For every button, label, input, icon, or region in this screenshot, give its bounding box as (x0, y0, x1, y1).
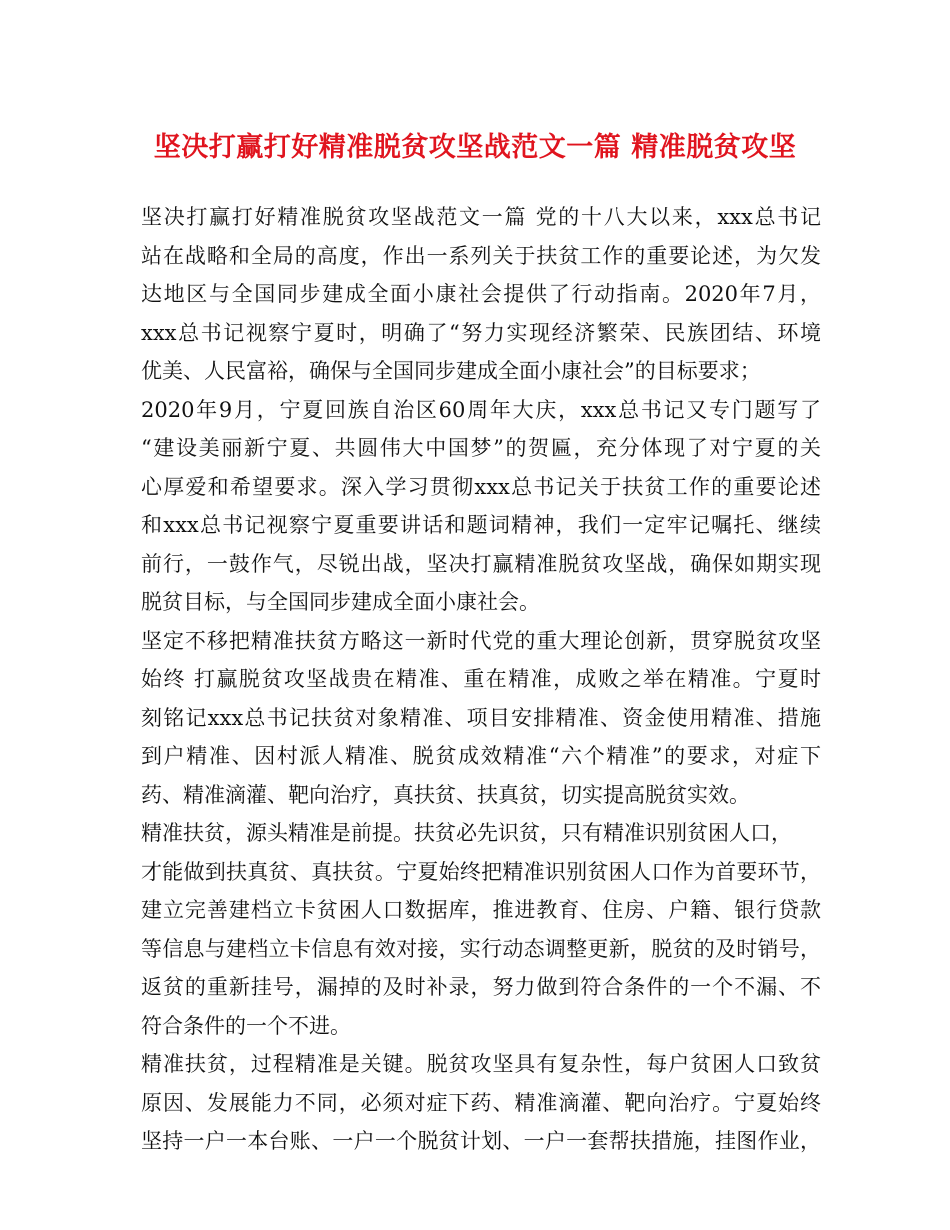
body-line: “建设美丽新宁夏、共圆伟大中国梦”的贺匾，充分体现了对宁夏的关 (141, 436, 821, 460)
body-line: 等信息与建档立卡信息有效对接，实行动态调整更新，脱贫的及时销号， (141, 936, 821, 961)
body-line: 心厚爱和希望要求。深入学习贯彻xxx总书记关于扶贫工作的重要论述 (141, 474, 821, 499)
body-line: 始终 打赢脱贫攻坚战贵在精准、重在精准，成败之举在精准。宁夏时 (141, 667, 821, 691)
body-line: 优美、人民富裕，确保与全国同步建成全面小康社会”的目标要求； (141, 359, 761, 383)
body-line: 达地区与全国同步建成全面小康社会提供了行动指南。2020年7月， (141, 282, 821, 306)
body-line: 脱贫目标，与全国同步建成全面小康社会。 (141, 590, 540, 614)
body-line: xxx总书记视察宁夏时，明确了“努力实现经济繁荣、民族团结、环境 (141, 320, 821, 345)
body-line: 坚定不移把精准扶贫方略这一新时代党的重大理论创新，贯穿脱贫攻坚 (141, 628, 821, 653)
body-line: 符合条件的一个不进。 (141, 1013, 351, 1038)
body-line: 坚决打赢打好精准脱贫攻坚战范文一篇 党的十八大以来，xxx总书记 (141, 205, 821, 229)
document-body (141, 198, 821, 1161)
body-line: 返贫的重新挂号，漏掉的及时补录，努力做到符合条件的一个不漏、不 (141, 975, 821, 999)
body-line: 精准扶贫，过程精准是关键。脱贫攻坚具有复杂性，每户贫困人口致贫 (141, 1052, 821, 1076)
body-line: 精准扶贫，源头精准是前提。扶贫必先识贫，只有精准识别贫困人口， (141, 821, 792, 845)
body-line: 2020年9月，宁夏回族自治区60周年大庆，xxx总书记又专门题写了 (141, 397, 821, 422)
body-line: 刻铭记xxx总书记扶贫对象精准、项目安排精准、资金使用精准、措施 (141, 705, 821, 730)
body-line: 和xxx总书记视察宁夏重要讲话和题词精神，我们一定牢记嘱托、继续 (141, 513, 821, 537)
body-line: 坚持一户一本台账、一户一个脱贫计划、一户一套帮扶措施，挂图作业， (141, 1129, 821, 1153)
body-line: 药、精准滴灌、靶向治疗，真扶贫、扶真贫，切实提高脱贫实效。 (141, 782, 750, 807)
body-line: 站在战略和全局的高度，作出一系列关于扶贫工作的重要论述，为欠发 (141, 243, 821, 268)
body-line: 前行，一鼓作气，尽锐出战，坚决打赢精准脱贫攻坚战，确保如期实现 (141, 551, 821, 576)
body-line: 原因、发展能力不同，必须对症下药、精准滴灌、靶向治疗。宁夏始终 (141, 1090, 821, 1115)
document-title: 坚决打赢打好精准脱贫攻坚战范文一篇 精准脱贫攻坚 (153, 132, 797, 163)
body-line: 建立完善建档立卡贫困人口数据库，推进教育、住房、户籍、银行贷款 (141, 898, 821, 922)
body-line: 才能做到扶真贫、真扶贫。宁夏始终把精准识别贫困人口作为首要环节， (141, 859, 821, 884)
body-line: 到户精准、因村派人精准、脱贫成效精准“六个精准”的要求，对症下 (141, 744, 821, 768)
